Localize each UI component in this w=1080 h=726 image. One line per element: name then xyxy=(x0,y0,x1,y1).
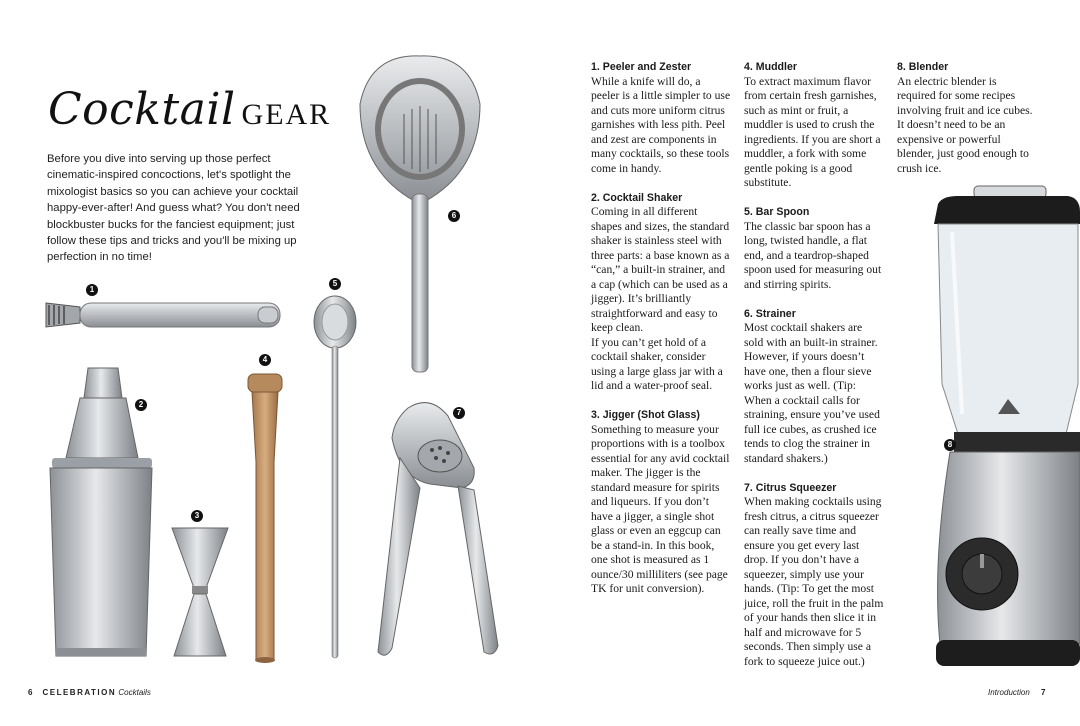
section-body: An electric blender is required for some recipes involving fruit and ice cubes. It doesn’t need to be an expensive or powerful blender, just good enough to crush ice. xyxy=(897,74,1033,175)
section-heading: 6. Strainer xyxy=(744,307,796,320)
page-title xyxy=(48,84,331,135)
left-page-number: 6 xyxy=(28,688,33,697)
bar-spoon-image xyxy=(305,292,365,662)
right-page xyxy=(540,0,1080,726)
marker-7: 7 xyxy=(453,407,465,419)
section-body: Most cocktail shakers are sold with an built-in strainer. However, if yours doesn’t have one, then a flour sieve works just as well. (Tip: When a cocktail calls for straining, ensure you’ve used full ice cubes, as crushed ice tends to clog the strainer in standard shakers.) xyxy=(744,321,880,465)
section-body: To extract maximum flavor from certain fresh garnishes, such as mint or fruit, a muddler is used to crush the ingredients. If you are short a muddler, a fork with some gentle poking is a good substitute. xyxy=(744,74,881,189)
section-body: When making cocktails using fresh citrus, a citrus squeezer can really save time and ensure you get every last drop. If you don’t have a squeezer, simply use your hands. (Tip: To get the most juice, roll the fruit in the palm of your hands then slice it in half and microwave for 5 seconds. Then simply use a fork to squeeze juice out.) xyxy=(744,495,884,668)
left-footer xyxy=(28,688,151,697)
marker-5: 5 xyxy=(329,278,341,290)
marker-8: 8 xyxy=(944,439,956,451)
text-column-1 xyxy=(591,60,731,611)
section-heading: 7. Citrus Squeezer xyxy=(744,481,837,494)
text-column-2 xyxy=(744,60,884,684)
section-body: Something to measure your proportions with is a toolbox essential for any avid cocktail maker. The jigger is the standard measure for spirits and liqueurs. If you don’t have a jigger, a single shot glass or even an eggcup can be a stand-in. In this book, one shot is measured as 1 ounce/30 milliliters (see page TK for unit conversion). xyxy=(591,422,730,595)
jigger-image xyxy=(170,526,230,658)
text-column-3 xyxy=(897,60,1037,191)
blender-image xyxy=(928,184,1080,674)
shaker-image xyxy=(46,368,156,660)
citrus-squeezer-image xyxy=(370,398,510,664)
muddler-image xyxy=(240,372,290,664)
marker-3: 3 xyxy=(191,510,203,522)
section-body: While a knife will do, a peeler is a little simpler to use and cuts more uniform citrus garnishes with less pith. Peel and zest are components in many cocktails, so these tools come in handy. xyxy=(591,74,731,175)
intro-paragraph: Before you dive into serving up those perfect cinematic-inspired concoctions, let's spotlight the mixologist basics so you can achieve your cocktail happy-ever-after! And guess what? You don't need blockbuster bucks for the fanciest equipment; just follow these tips and tricks and you'll be mixing up perfection in no time! xyxy=(47,153,300,264)
marker-1: 1 xyxy=(86,284,98,296)
title-script: Cocktail xyxy=(48,84,236,135)
section-body: Coming in all different shapes and sizes, the standard shaker is stainless steel with three parts: a base known as a “can,” a built-in strainer, and a cap (which can be used as a jigger). It’s brilliantly straightforward and easy to keep clean. If you can’t get hold of a cocktail shaker, consider using a large glass jar with a lid and a water-proof seal. xyxy=(591,205,730,392)
footer-book-name: CELEBRATION xyxy=(42,688,117,697)
section-heading: 2. Cocktail Shaker xyxy=(591,191,683,204)
section-heading: 4. Muddler xyxy=(744,61,797,73)
marker-2: 2 xyxy=(135,399,147,411)
peeler-image xyxy=(46,297,291,333)
right-page-number: 7 xyxy=(1041,688,1046,697)
section-body: The classic bar spoon has a long, twisted handle, a flat end, and a teardrop-shaped spoon used for measuring out and stirring spirits. xyxy=(744,219,882,291)
footer-section-name: Introduction xyxy=(988,688,1030,697)
marker-4: 4 xyxy=(259,354,271,366)
footer-book-subtitle: Cocktails xyxy=(118,688,151,697)
section-heading: 8. Blender xyxy=(897,61,949,73)
right-footer xyxy=(988,688,1046,697)
marker-6: 6 xyxy=(448,210,460,222)
title-caps: GEAR xyxy=(241,98,332,131)
section-heading: 5. Bar Spoon xyxy=(744,206,810,218)
section-heading: 3. Jigger (Shot Glass) xyxy=(591,409,700,421)
section-heading: 1. Peeler and Zester xyxy=(591,61,692,73)
